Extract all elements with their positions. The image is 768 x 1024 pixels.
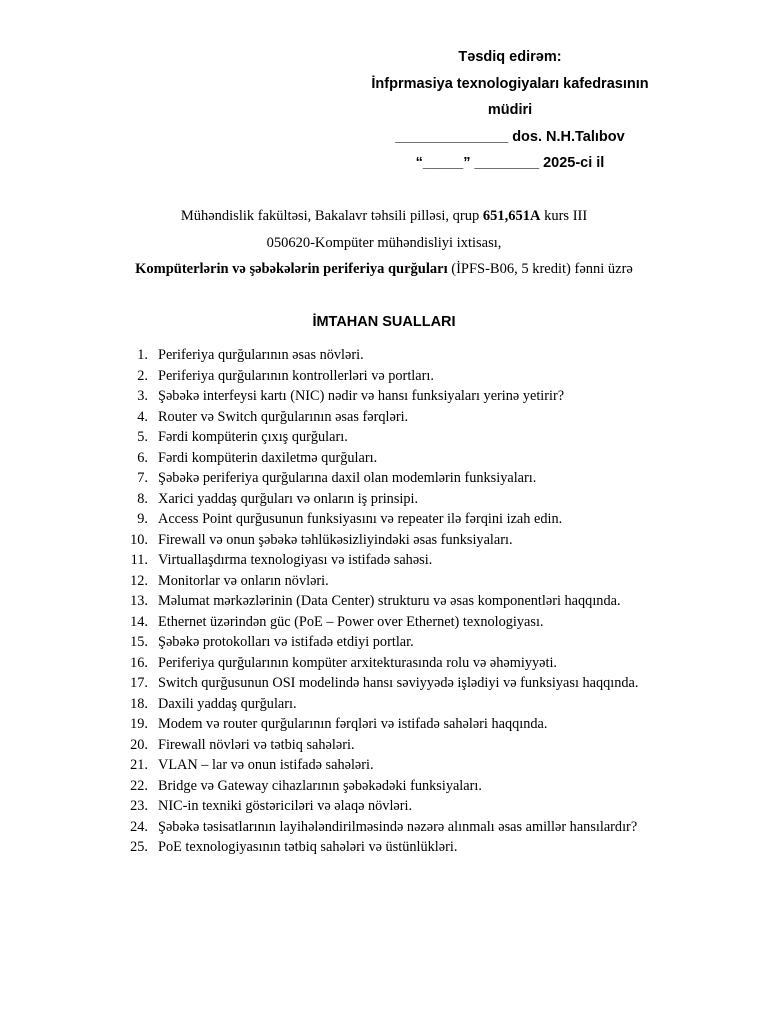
question-list — [120, 345, 640, 858]
question-text: Periferiya qurğularının kontrollerləri və portları. — [158, 367, 434, 384]
question-item — [120, 817, 640, 838]
question-item — [120, 632, 640, 653]
question-item — [120, 776, 640, 797]
question-text: Şəbəkə təsisatlarının layihələndirilməsində nəzərə alınmalı əsas amillər hansılardır? — [158, 818, 638, 835]
question-text: NIC-in texniki göstəriciləri və əlaqə növləri. — [158, 798, 413, 814]
question-text: Virtuallaşdırma texnologiyası və istifadə sahəsi. — [158, 552, 433, 568]
question-text: Router və Switch qurğularının əsas fərqləri. — [158, 408, 409, 425]
question-number: 2. — [137, 367, 148, 384]
question-text: PoE texnologiyasının tətbiq sahələri və üstünlükləri. — [158, 839, 458, 855]
question-number: 22. — [130, 777, 148, 794]
question-item — [120, 509, 640, 530]
question-text: Periferiya qurğularının kompüter arxitekturasında rolu və əhəmiyyəti. — [158, 654, 557, 671]
question-number: 1. — [137, 347, 148, 363]
question-number: 21. — [130, 757, 148, 773]
subject-title: Kompüterlərin və şəbəkələrin periferiya qurğuları — [135, 261, 448, 277]
question-number: 7. — [137, 470, 148, 486]
faculty-text: Mühəndislik fakültəsi, Bakalavr təhsili pilləsi, qrup — [180, 208, 483, 224]
question-number: 5. — [137, 429, 148, 445]
question-text: Şəbəkə protokolları və istifadə etdiyi portlar. — [158, 634, 414, 650]
question-text: Ethernet üzərindən güc (PoE – Power over Ethernet) texnologiyası. — [158, 613, 544, 630]
question-item — [120, 407, 640, 428]
course-info — [0, 203, 768, 283]
question-text: Fərdi kompüterin daxiletmə qurğuları. — [158, 449, 378, 466]
question-text: Modem və router qurğularının fərqləri və istifadə sahələri haqqında. — [158, 716, 548, 732]
question-item — [120, 612, 640, 633]
faculty-line — [0, 203, 768, 230]
question-number: 11. — [130, 552, 148, 568]
question-item — [120, 448, 640, 469]
approval-title: Təsdiq edirəm: — [458, 49, 562, 65]
question-text: Firewall növləri və tətbiq sahələri. — [158, 736, 355, 753]
approval-position: müdiri — [487, 102, 533, 118]
approval-department: İnfprmasiya texnologiyaları kafedrasının — [371, 75, 649, 92]
approval-signature: ______________ dos. N.H.Talıbov — [395, 128, 625, 145]
question-number: 6. — [137, 449, 148, 466]
question-number: 12. — [130, 572, 148, 589]
question-number: 23. — [130, 798, 148, 814]
question-item — [120, 468, 640, 489]
approval-block — [340, 44, 680, 177]
question-item — [120, 489, 640, 510]
question-number: 9. — [137, 511, 148, 527]
question-text: Fərdi kompüterin çıxış qurğuları. — [158, 429, 348, 445]
exam-questions-heading: İMTAHAN SUALLARI — [312, 314, 456, 330]
question-text: Access Point qurğusunun funksiyasını və repeater ilə fərqini izah edin. — [158, 511, 563, 527]
question-item — [120, 673, 640, 694]
subject-code: (İPFS-B06, 5 kredit) fənni üzrə — [447, 261, 633, 277]
question-number: 17. — [130, 675, 148, 691]
question-item — [120, 735, 640, 756]
question-text: Switch qurğusunun OSI modelində hansı səviyyədə işlədiyi və funksiyası haqqında. — [158, 675, 639, 691]
question-item — [120, 550, 640, 571]
question-item — [120, 755, 640, 776]
question-text: Firewall və onun şəbəkə təhlükəsizliyindəki əsas funksiyaları. — [158, 531, 513, 548]
question-text: Xarici yaddaş qurğuları və onların iş prinsipi. — [158, 490, 419, 507]
approval-date: “_____” ________ 2025-ci il — [415, 155, 605, 171]
question-item — [120, 571, 640, 592]
question-number: 18. — [130, 695, 148, 712]
question-text: VLAN – lar və onun istifadə sahələri. — [158, 757, 374, 773]
question-item — [120, 694, 640, 715]
question-text: Şəbəkə interfeysi kartı (NIC) nədir və hansı funksiyaları yerinə yetirir? — [158, 388, 565, 404]
question-item — [120, 386, 640, 407]
question-number: 25. — [130, 839, 148, 855]
question-item — [120, 366, 640, 387]
question-item — [120, 796, 640, 817]
question-text: Bridge və Gateway cihazlarının şəbəkədəki funksiyaları. — [158, 777, 482, 794]
question-number: 10. — [130, 531, 148, 548]
question-text: Monitorlar və onların növləri. — [158, 572, 329, 589]
question-number: 24. — [130, 818, 148, 835]
question-number: 16. — [130, 654, 148, 671]
question-text: Periferiya qurğularının əsas növləri. — [158, 347, 364, 363]
question-item — [120, 591, 640, 612]
subject-line — [0, 256, 768, 283]
question-item — [120, 427, 640, 448]
question-item — [120, 530, 640, 551]
question-item — [120, 653, 640, 674]
question-item — [120, 714, 640, 735]
course-text: kurs III — [540, 208, 588, 224]
question-number: 4. — [137, 408, 148, 425]
question-number: 3. — [137, 388, 148, 404]
question-number: 15. — [130, 634, 148, 650]
question-number: 20. — [130, 736, 148, 753]
question-number: 8. — [137, 490, 148, 507]
question-item — [120, 345, 640, 366]
question-text: Daxili yaddaş qurğuları. — [158, 695, 297, 712]
group-number: 651,651A — [482, 208, 541, 224]
specialty-line: 050620-Kompüter mühəndisliyi ixtisası, — [266, 234, 502, 251]
question-number: 19. — [130, 716, 148, 732]
question-text: Şəbəkə periferiya qurğularına daxil olan modemlərin funksiyaları. — [158, 470, 537, 486]
question-text: Məlumat mərkəzlərinin (Data Center) strukturu və əsas komponentləri haqqında. — [158, 593, 621, 609]
question-number: 13. — [130, 593, 148, 609]
question-item — [120, 837, 640, 858]
question-number: 14. — [130, 613, 148, 630]
